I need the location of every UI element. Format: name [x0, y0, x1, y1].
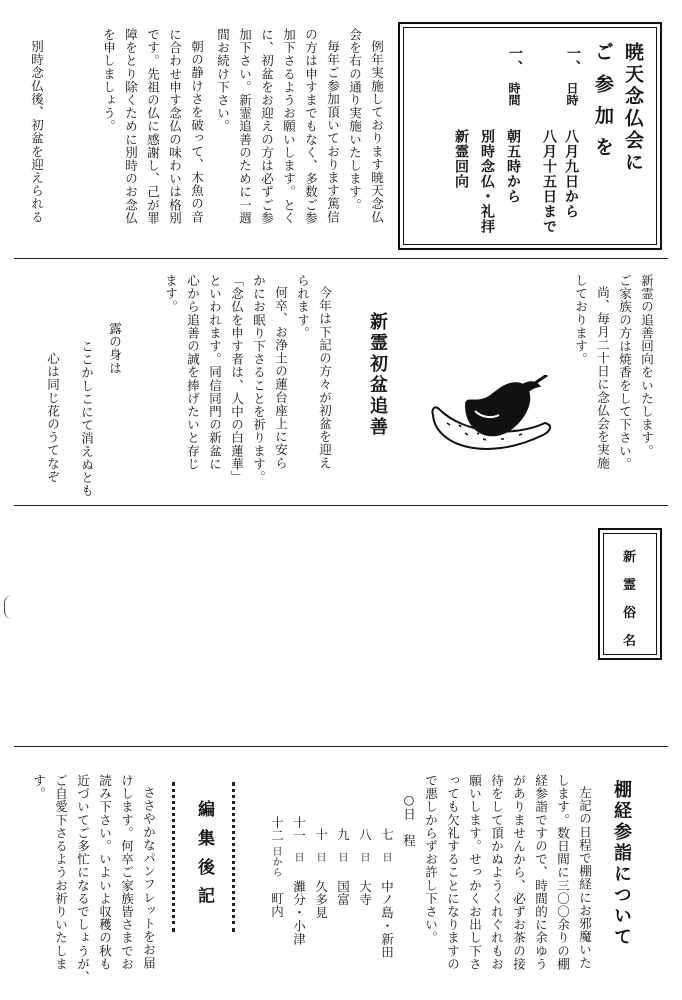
- s4-body-6: っても欠礼することになりますの: [445, 774, 461, 971]
- schedule-unit-1: 日: [380, 852, 391, 863]
- s1-body-6: 加下さい。新霊追善のために一週: [237, 28, 253, 225]
- schedule-day-3: 九: [335, 828, 351, 842]
- schedule-place-1: 中ノ島・新田: [379, 880, 395, 959]
- s4-body-0: 左記の日程で棚経にお邪魔いた: [577, 786, 593, 970]
- s2-right-1: ご家族の方は焼香をして下さい。: [617, 274, 633, 471]
- schedule-unit-4: 日: [314, 852, 325, 863]
- gyoten-title-line-2: ご 参 加 を: [592, 42, 614, 159]
- afterword-4: ご自愛下さるようお祈りいたしま: [53, 774, 69, 971]
- label-char-4: 名: [623, 634, 637, 649]
- schedule-place-3: 国富: [335, 880, 351, 907]
- schedule-place-2: 大寺: [357, 880, 373, 907]
- gyoten-title-line-1: 暁天念仏会に: [622, 42, 644, 174]
- s2-body-2: 何卒、お浄土の蓮台座上に安ら: [273, 286, 289, 470]
- label-char-3: 俗: [623, 606, 637, 621]
- section-divider-2: [14, 505, 668, 506]
- poem-line-2: ここかしこにて消えぬとも: [79, 340, 95, 498]
- s2-body-0: 今年は下記の方々が初盆を迎え: [317, 286, 333, 470]
- schedule-unit-5: 日: [292, 852, 303, 863]
- afterword-1: けします。何卒ご家族皆さまでお: [119, 774, 135, 971]
- s2-title: 新霊初盆追善: [367, 312, 388, 438]
- afterword-5: す。: [31, 774, 47, 801]
- afterword-2: 読み下さい。いよいよ収穫の秋も: [97, 774, 113, 971]
- s4-body-4: 待をして頂かぬようくれぐれもお: [489, 774, 505, 971]
- s1-body-12: を申しましょう。: [101, 28, 117, 133]
- info-date-end: 八月十五日まで: [541, 129, 557, 234]
- s1-body-11: 障をとり除くために別時のお念仏: [123, 28, 139, 225]
- section-divider-3: [14, 746, 668, 747]
- s1-body-10: です。先祖の仏に感謝し、己が罪: [145, 28, 161, 225]
- label-char-2: 霊: [623, 578, 637, 593]
- s1-body-13: 別時念仏後、初盆を迎えられる: [29, 40, 45, 224]
- s1-body-7: 間お続け下さい。: [215, 28, 231, 133]
- s1-body-8: 朝の静けさを破って、木魚の音: [189, 40, 205, 224]
- schedule-day-5: 十一: [291, 816, 307, 843]
- schedule-day-6: 十二: [269, 816, 285, 843]
- s2-body-5: といわれます。同信同門の新盆に: [207, 274, 223, 471]
- schedule-unit-3: 日: [336, 852, 347, 863]
- s4-body-2: 経参詣ですので、時間的に余ゆう: [533, 774, 549, 971]
- shinrei-zokumyo-box: [598, 528, 662, 660]
- poem-line-1: 露の身は: [107, 322, 123, 375]
- afterword-3: 近づいてご多忙になるでしょうが、: [75, 774, 91, 984]
- s4-body-7: で悪しからずお許し下さい。: [423, 774, 439, 945]
- s2-body-1: られます。: [295, 274, 311, 340]
- schedule-place-6: 町内: [269, 892, 285, 919]
- schedule-place-5: 灘分・小津: [291, 880, 307, 946]
- s4-title: 棚経参詣について: [611, 780, 632, 948]
- afterword-rule-left: [172, 782, 175, 932]
- schedule-day-2: 八: [357, 828, 373, 842]
- s2-right-2: 尚、毎月二十日に念仏会を実施: [595, 286, 611, 470]
- gyoten-notice-box: [398, 22, 662, 250]
- info-time-start: 朝五時から: [505, 129, 521, 204]
- eggplant-cucumber-illustration: [425, 375, 560, 470]
- s2-body-4: 「念仏を申す者は、人中の白蓮華」: [229, 274, 245, 484]
- info-bullet-2: 一、: [507, 46, 523, 74]
- s4-body-3: がありませんから、必ずお茶の接: [511, 774, 527, 971]
- schedule-unit-2: 日: [358, 852, 369, 863]
- schedule-label: ○日 程: [401, 792, 417, 847]
- s1-body-5: に、初盆をお迎えの方は必ずご参: [259, 28, 275, 225]
- schedule-day-1: 七: [379, 828, 395, 842]
- s2-right-3: しております。: [573, 274, 589, 366]
- s1-body-9: に合わせ申す念仏の味わいは格別: [167, 28, 183, 225]
- afterword-rule-right: [232, 782, 235, 932]
- s1-body-3: の方は申すまでもなく、多数ご参: [303, 28, 319, 225]
- s2-body-3: かにお眠り下さることを祈ります。: [251, 274, 267, 484]
- section-divider-1: [14, 258, 668, 259]
- s1-body-0: 例年実施しております暁天念仏: [369, 40, 385, 224]
- s1-body-4: 加下さるようお願いします。とく: [281, 28, 297, 225]
- info-date-start: 八月九日から: [563, 129, 579, 219]
- info-time-shinrei: 新霊回向: [453, 129, 469, 189]
- info-label-date: 日時: [565, 82, 579, 106]
- info-label-time: 時間: [507, 82, 521, 106]
- s4-body-5: 願いします。せっかくお出し下さ: [467, 774, 483, 971]
- afterword-title: 編 集 後 記: [194, 800, 214, 907]
- schedule-unit-6: 日から: [270, 846, 281, 878]
- s2-body-6: 心から追善の誠を捧げたいと存じ: [185, 274, 201, 471]
- schedule-place-4: 久多見: [313, 880, 329, 920]
- s2-right-0: 新霊の追善回向をいたします。: [639, 274, 655, 458]
- label-char-1: 新: [623, 550, 637, 565]
- s4-body-1: します。数日間に三〇〇余りの棚: [555, 774, 571, 971]
- s1-body-2: 毎年ご参加頂いております篤信: [325, 40, 341, 224]
- info-bullet-1: 一、: [565, 46, 581, 74]
- poem-line-3: 心は同じ花のうてなぞ: [45, 352, 61, 483]
- s1-body-1: 会を右の通り実施いたします。: [347, 28, 363, 212]
- schedule-day-4: 十: [313, 828, 329, 842]
- afterword-0: ささやかなパンフレットをお届: [141, 786, 157, 970]
- margin-mark-left: [4, 595, 13, 619]
- s2-body-7: ます。: [163, 274, 179, 314]
- info-time-betsuji: 別時念仏・礼拝: [479, 129, 495, 234]
